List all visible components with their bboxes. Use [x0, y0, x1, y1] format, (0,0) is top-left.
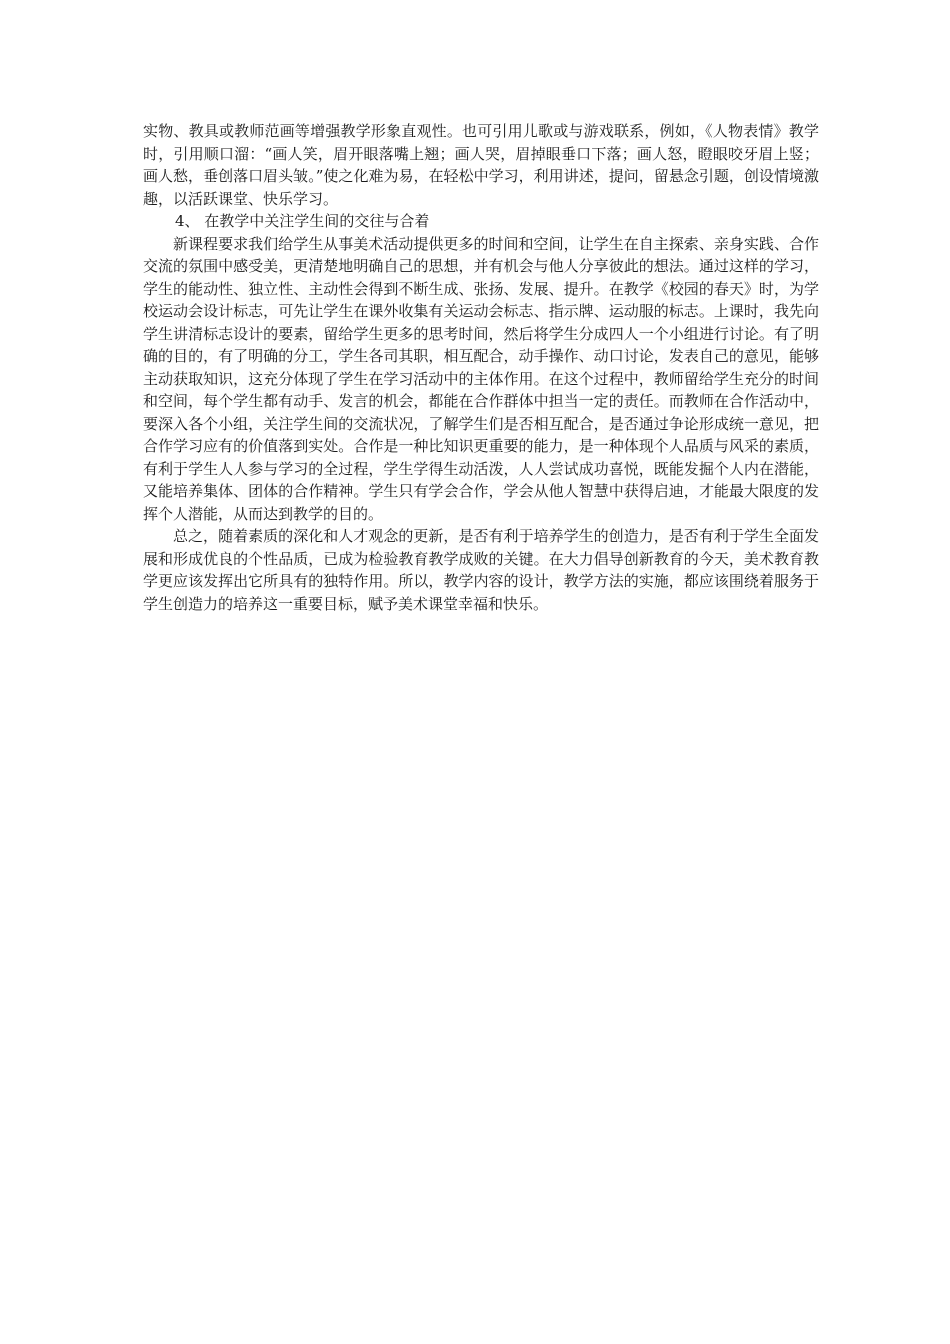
paragraph-conclusion: 总之，随着素质的深化和人才观念的更新，是否有利于培养学生的创造力，是否有利于学生全面发展和形成优良的个性品质，已成为检验教育教学成败的关键。在大力倡导创新教育的今天，美术教育教学更应该发挥出它所具有的独特作用。所以，教学内容的设计，教学方法的实施，都应该围绕着服务于学生创造力的培养这一重要目标，赋予美术课堂幸福和快乐。 — [143, 527, 819, 613]
paragraph-continuation: 实物、教具或教师范画等增强教学形象直观性。也可引用儿歌或与游戏联系，例如，《人物表情》教学时，引用顺口溜：“画人笑，眉开眼落嘴上翘；画人哭，眉掉眼垂口下落；画人怒，瞪眼咬牙眉上竖；画人愁，垂创落口眉头皱。”使之化难为易，在轻松中学习，利用讲述，提问，留悬念引题，创设情境激趣，以活跃课堂、快乐学习。 — [143, 122, 819, 208]
paragraph-cooperation: 新课程要求我们给学生从事美术活动提供更多的时间和空间，让学生在自主探索、亲身实践、合作交流的氛围中感受美，更清楚地明确自己的思想，并有机会与他人分享彼此的想法。通过这样的学习，学生的能动性、独立性、主动性会得到不断生成、张扬、发展、提升。在教学《校园的春天》时，为学校运动会设计标志，可先让学生在课外收集有关运动会标志、指示牌、运动服的标志。上课时，我先向学生讲清标志设计的要素，留给学生更多的思考时间，然后将学生分成四人一个小组进行讨论。有了明确的目的，有了明确的分工，学生各司其职，相互配合，动手操作、动口讨论，发表自己的意见，能够主动获取知识，这充分体现了学生在学习活动中的主体作用。在这个过程中，教师留给学生充分的时间和空间，每个学生都有动手、发言的机会，都能在合作群体中担当一定的责任。而教师在合作活动中，要深入各个小组，关注学生间的交流状况，了解学生们是否相互配合，是否通过争论形成统一意见，把合作学习应有的价值落到实处。合作是一种比知识更重要的能力，是一种体现个人品质与风采的素质，有利于学生人人参与学习的全过程，学生学得生动活泼，人人尝试成功喜悦，既能发掘个人内在潜能，又能培养集体、团体的合作精神。学生只有学会合作，学会从他人智慧中获得启迪，才能最大限度的发挥个人潜能，从而达到教学的目的。 — [143, 234, 819, 523]
section-heading: 4、 在教学中关注学生间的交往与合着 — [175, 212, 430, 230]
document-body — [143, 120, 819, 615]
